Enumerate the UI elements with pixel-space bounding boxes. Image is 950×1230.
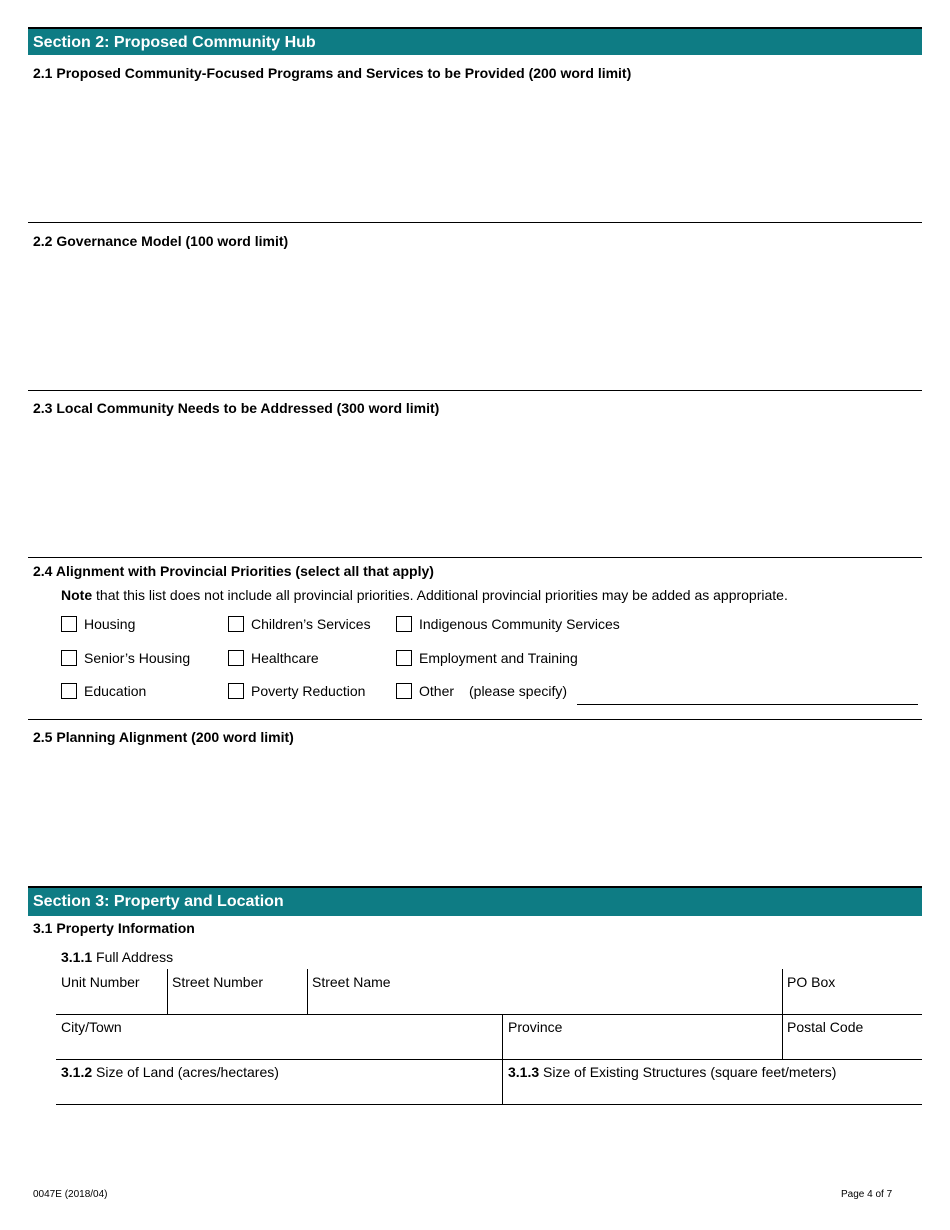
divider xyxy=(28,390,922,391)
checkbox-box[interactable] xyxy=(61,683,77,699)
checkbox-box[interactable] xyxy=(396,650,412,666)
divider xyxy=(28,719,922,720)
form-code: 0047E (2018/04) xyxy=(33,1189,108,1200)
programs-services-textarea[interactable] xyxy=(28,84,922,222)
checkbox-label: Employment and Training xyxy=(419,650,578,666)
question-3-1-title: 3.1 Property Information xyxy=(33,920,195,936)
checkbox-label: Children’s Services xyxy=(251,616,371,632)
question-number: 3.1.3 xyxy=(508,1064,540,1080)
note-bold: Note xyxy=(61,587,93,603)
question-2-5-title: 2.5 Planning Alignment (200 word limit) xyxy=(33,729,294,745)
checkbox-label: Housing xyxy=(84,616,136,632)
postal-code-label: Postal Code xyxy=(787,1019,864,1035)
question-label: Size of Land (acres/hectares) xyxy=(92,1064,279,1080)
checkbox-box[interactable] xyxy=(228,683,244,699)
po-box-field[interactable] xyxy=(783,969,922,1013)
checkbox-box[interactable] xyxy=(396,683,412,699)
checkbox-label: Poverty Reduction xyxy=(251,683,366,699)
checkbox-label: Senior’s Housing xyxy=(84,650,191,666)
checkbox-label: Other xyxy=(419,683,455,699)
checkbox-box[interactable] xyxy=(228,650,244,666)
postal-code-field[interactable] xyxy=(783,1015,922,1059)
street-name-label: Street Name xyxy=(312,974,391,990)
question-number: 3.1.2 xyxy=(61,1064,93,1080)
divider xyxy=(56,1104,922,1105)
street-name-field[interactable] xyxy=(308,969,782,1013)
po-box-label: PO Box xyxy=(787,974,836,990)
unit-number-field[interactable] xyxy=(56,969,167,1013)
section-3-header: Section 3: Property and Location xyxy=(28,886,922,916)
question-2-3-title: 2.3 Local Community Needs to be Addressed (300 word limit) xyxy=(33,400,440,416)
planning-alignment-textarea[interactable] xyxy=(28,748,922,883)
checkbox-label: Indigenous Community Services xyxy=(419,616,620,632)
other-specify-input-line[interactable] xyxy=(577,704,918,705)
divider xyxy=(28,557,922,558)
note-text: that this list does not include all provincial priorities. Additional provincial priorities may be added as appropriate. xyxy=(92,587,788,603)
checkbox-box[interactable] xyxy=(396,616,412,632)
community-needs-textarea[interactable] xyxy=(28,419,922,557)
province-label: Province xyxy=(508,1019,563,1035)
page-number: Page 4 of 7 xyxy=(841,1189,893,1200)
province-field[interactable] xyxy=(503,1015,782,1059)
checkbox-box[interactable] xyxy=(61,616,77,632)
city-town-field[interactable] xyxy=(56,1015,502,1059)
question-label: Full Address xyxy=(92,949,174,965)
priorities-note xyxy=(61,587,788,603)
question-2-2-title: 2.2 Governance Model (100 word limit) xyxy=(33,233,289,249)
street-number-field[interactable] xyxy=(168,969,307,1013)
checkbox-box[interactable] xyxy=(228,616,244,632)
street-number-label: Street Number xyxy=(172,974,264,990)
unit-number-label: Unit Number xyxy=(61,974,140,990)
section-2-header: Section 2: Proposed Community Hub xyxy=(28,27,922,55)
divider xyxy=(28,222,922,223)
other-specify-label: (please specify) xyxy=(469,683,568,699)
city-town-label: City/Town xyxy=(61,1019,122,1035)
checkbox-label: Education xyxy=(84,683,147,699)
checkbox-box[interactable] xyxy=(61,650,77,666)
question-label: Size of Existing Structures (square feet/meters) xyxy=(539,1064,837,1080)
question-3-1-1-title xyxy=(61,949,173,965)
question-number: 3.1.1 xyxy=(61,949,93,965)
question-2-1-title: 2.1 Proposed Community-Focused Programs and Services to be Provided (200 word limit) xyxy=(33,65,632,81)
size-of-land-field[interactable] xyxy=(56,1060,502,1104)
size-of-structures-field[interactable] xyxy=(503,1060,922,1104)
checkbox-label: Healthcare xyxy=(251,650,319,666)
question-2-4-title: 2.4 Alignment with Provincial Priorities (select all that apply) xyxy=(33,563,434,579)
governance-model-textarea[interactable] xyxy=(28,252,922,390)
